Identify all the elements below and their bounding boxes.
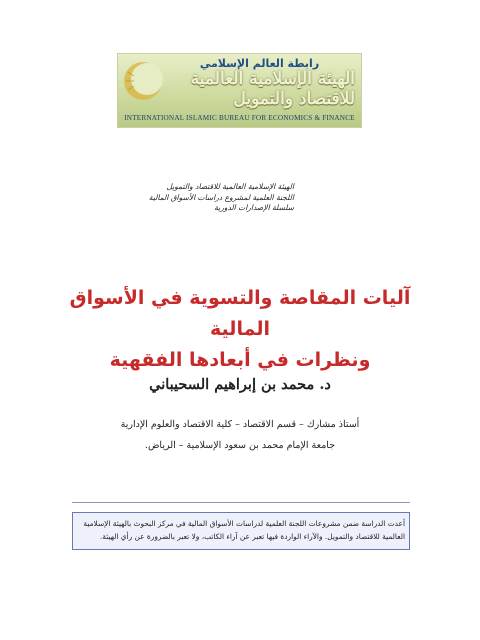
note-line-1: أعدت الدراسة ضمن مشروعات اللجنة العلمية لدراسات الأسواق المالية في مركز البحوث بالهيئة الإسلامية (83, 519, 405, 528)
bureau-name-arabic: الهيئة الإسلامية العالمية للاقتصاد والتمويل (190, 69, 355, 109)
disclaimer-note (72, 512, 410, 550)
author-affiliation (90, 414, 390, 456)
publisher-header (94, 182, 294, 214)
crescent-logo-icon (122, 60, 164, 102)
document-title (60, 283, 420, 376)
publisher-line: سلسلة الإصدارات الدورية (214, 203, 294, 212)
publisher-line: اللجنة العلمية لمشروع دراسات الأسواق المالية (148, 192, 294, 202)
league-name: رابطة العالم الإسلامي (199, 57, 320, 70)
note-divider (72, 502, 410, 510)
publisher-line: الهيئة الإسلامية العالمية للاقتصاد والتمويل (166, 182, 294, 191)
affiliation-line: جامعة الإمام محمد بن سعود الإسلامية – الرياض. (144, 440, 336, 451)
note-line-2: العالمية للاقتصاد والتمويل. والآراء الواردة فيها تعبر عن آراء الكاتب، ولا تعبر بالضرورة عن رأي الهيئة. (99, 532, 405, 541)
author-name: د. محمد بن إبراهيم السحيباني (149, 376, 331, 393)
title-line-2: ونظرات في أبعادها الفقهية (109, 349, 371, 371)
organization-banner (117, 53, 362, 128)
bureau-name-english: INTERNATIONAL ISLAMIC BUREAU FOR ECONOMICS & FINANCE (124, 114, 355, 122)
affiliation-line: أستاذ مشارك – قسم الاقتصاد – كلية الاقتصاد والعلوم الإدارية (120, 419, 360, 430)
title-line-1: آليات المقاصة والتسوية في الأسواق المالية (69, 287, 411, 340)
